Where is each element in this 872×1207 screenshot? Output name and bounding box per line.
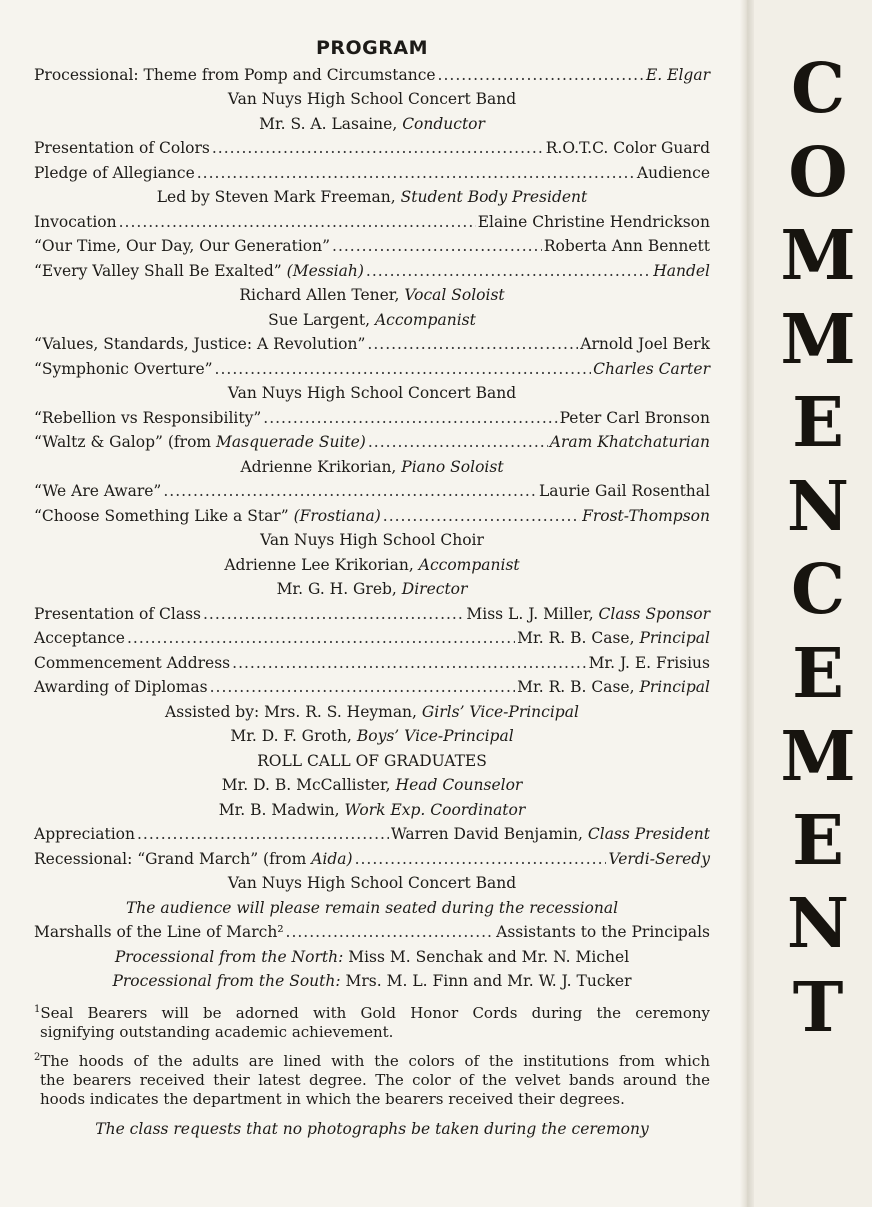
program-item [34,920,710,945]
program-title: PROGRAM [315,37,429,59]
credit-role: Director [401,580,468,598]
credit-role: The audience will please remain seated during the recessional [125,898,619,917]
credit-name: Van Nuys High School Concert Band [227,90,517,108]
program-item [34,602,710,627]
commencement-vertical-title [770,48,866,1050]
title-letter: M [780,717,856,797]
item-label-italic: (Messiah) [286,261,364,280]
program-credit [34,871,710,896]
item-label: “Every Valley Shall Be Exalted” [34,261,287,280]
program-credit [34,945,710,970]
credit-role: Piano Soloist [401,457,504,476]
item-performer [517,675,710,700]
item-performer [589,651,710,676]
footnote-text [34,1052,710,1109]
performer-name: Verdi-Seredy [608,849,710,868]
item-label: Pledge of Allegiance [34,163,195,182]
performer-name: Frost-Thompson [582,506,710,525]
closing-note: The class requests that no photographs be taken during the ceremony [95,1119,649,1138]
item-performer [582,504,710,529]
credit-name: Van Nuys High School Choir [260,531,484,549]
title-letter: E [792,383,844,463]
item-label: Commencement Address [34,653,231,672]
performer-role: Class President [587,825,710,843]
credit-name: Mr. G. H. Greb, [276,580,402,598]
credit-name: Van Nuys High School Concert Band [227,874,517,892]
item-performer [546,136,710,161]
page-fold [740,0,754,1207]
item-label: Marshalls of the Line of March² [34,923,284,941]
program-credit [34,528,710,553]
credit-name: Mr. D. B. McCallister, [221,776,396,794]
program-credit [34,798,710,823]
credit-name: Adrienne Lee Krikorian, [224,555,419,574]
dot-leader [438,63,644,88]
performer-name: Mr. J. E. Frisius [588,653,710,672]
dot-leader [203,602,464,627]
program-item [34,357,710,382]
credit-name: ROLL CALL OF GRADUATES [257,751,487,770]
credit-role: Head Counselor [395,776,523,794]
item-title [34,234,330,259]
title-letter: T [792,967,844,1048]
footnote-first-line [34,1004,710,1023]
item-label: Awarding of Diplomas [34,678,208,696]
program-item [34,479,710,504]
item-title [34,357,213,382]
program-item [34,504,710,529]
program-item [34,822,710,847]
title-letter: M [780,299,856,380]
credit-name: Mr. S. A. Lasaine, [259,114,403,133]
footnote-mark: 1 [34,1003,41,1015]
item-label: “Our Time, Our Day, Our Generation” [34,237,331,255]
performer-name: Peter Carl Bronson [559,408,710,427]
item-title [34,920,284,945]
dot-leader [215,357,592,382]
program-item [34,675,710,700]
item-label: Presentation of Class [34,604,201,623]
program-item [34,210,710,235]
program-item [34,406,710,431]
credit-role: Processional from the South: [112,972,341,990]
dot-leader [286,920,495,945]
item-title [34,602,201,627]
item-performer [466,602,710,627]
program-content [34,36,710,1141]
item-label: Appreciation [34,825,135,843]
program-credit [34,896,710,921]
footnote-continuation: the bearers received their latest degree. The color of the velvet bands around the hoods indicates the department in which the bearers received their degrees. [40,1070,710,1108]
program-item [34,63,710,88]
title-letter: C [790,550,846,630]
item-title [34,161,195,186]
item-label: Processional: Theme from Pomp and Circumstance [34,65,436,84]
credit-detail: Miss M. Senchak and Mr. N. Michel [343,947,630,966]
credit-name: Mr. B. Madwin, [218,800,345,819]
item-title [34,63,436,88]
item-title [34,504,381,529]
item-performer [517,626,710,651]
dot-leader [127,626,515,651]
title-letter: N [786,884,850,964]
credit-name: Mr. D. F. Groth, [230,727,357,745]
program-item [34,430,710,455]
title-letter: E [792,633,844,714]
footnote-continuation: signifying outstanding academic achievement. [40,1022,394,1041]
item-label-italic: Masquerade Suite) [216,433,366,451]
item-label: Presentation of Colors [34,139,210,157]
footnotes [34,1004,710,1109]
credit-name: Assisted by: Mrs. R. S. Heyman, [165,702,422,721]
dot-leader [197,161,635,186]
item-title [34,479,161,504]
performer-name: Charles Carter [593,359,710,378]
footnote-line: The hoods of the adults are lined with the colors of the institutions from which [40,1051,710,1070]
program-item [34,161,710,186]
dot-leader [383,504,580,529]
item-performer [550,430,710,455]
performer-name: Arnold Joel Berk [580,335,710,353]
program-item [34,234,710,259]
item-performer [544,234,710,259]
item-label: “Symphonic Overture” [34,359,213,378]
title-letter: M [780,216,856,296]
program-credit [34,553,710,578]
performer-role: Principal [639,629,710,647]
item-performer [539,479,710,504]
title-letter: C [790,49,846,129]
item-title [34,651,230,676]
item-title [34,822,135,847]
item-performer [593,357,710,382]
program-credit [34,969,710,994]
title-letter: E [792,800,844,881]
program-item [34,651,710,676]
item-performer [653,259,710,284]
item-performer [478,210,710,235]
credit-role: Girls’ Vice-Principal [421,702,579,721]
program-credit [34,724,710,749]
item-label: Recessional: “Grand March” (from [34,849,312,868]
credit-role: Accompanist [374,310,476,329]
credit-name: Van Nuys High School Concert Band [227,384,517,402]
dot-leader [263,406,557,431]
credit-role: Work Exp. Coordinator [344,800,526,819]
item-title [34,136,210,161]
performer-name: Handel [653,261,710,280]
item-label: “Waltz & Galop” (from [34,433,217,451]
dot-leader [212,136,544,161]
performer-name: Mr. R. B. Case, [517,678,640,696]
program-item [34,136,710,161]
dot-leader [368,430,548,455]
item-title [34,847,353,872]
title-letter: O [788,132,848,213]
program-rows [34,63,710,994]
performer-name: Mr. R. B. Case, [517,629,640,647]
item-title [34,210,117,235]
performer-name: E. Elgar [645,65,710,84]
performer-name: Miss L. J. Miller, [466,604,599,623]
item-performer [580,332,710,357]
program-credit [34,577,710,602]
credit-detail: Mrs. M. L. Finn and Mr. W. J. Tucker [340,972,632,990]
item-label: “Rebellion vs Responsibility” [34,408,262,427]
program-credit [34,283,710,308]
program-credit [34,112,710,137]
item-performer [496,920,710,945]
performer-role: Principal [639,678,710,696]
footnote-text [34,1004,710,1042]
performer-name: Audience [636,163,710,182]
item-performer [560,406,710,431]
dot-leader [355,847,607,872]
program-credit [34,700,710,725]
program-credit [34,308,710,333]
dot-leader [210,675,516,700]
footnote-line: Seal Bearers will be adorned with Gold Honor Cords during the ceremony [40,1003,710,1022]
item-title [34,332,365,357]
item-performer [608,847,710,872]
dot-leader [137,822,389,847]
item-performer [391,822,710,847]
footnote [34,1052,710,1109]
performer-name: Aram Khatchaturian [549,433,710,451]
program-item [34,626,710,651]
item-performer [637,161,710,186]
item-label: “We Are Aware” [34,482,162,500]
dot-leader [366,259,651,284]
program-credit [34,773,710,798]
credit-role: Student Body President [400,188,588,206]
program-item [34,259,710,284]
performer-name: Assistants to the Principals [496,923,710,941]
footnote-first-line [34,1052,710,1071]
performer-name: Warren David Benjamin, [390,825,588,843]
item-title [34,430,366,455]
program-credit [34,381,710,406]
item-title [34,259,364,284]
dot-leader [232,651,586,676]
program-credit [34,749,710,774]
item-label-italic: (Frostiana) [293,506,381,525]
dot-leader [163,479,537,504]
item-label: “Choose Something Like a Star” [34,506,294,525]
credit-name: Richard Allen Tener, [239,286,405,304]
credit-role: Accompanist [418,555,520,574]
credit-role: Processional from the North: [114,947,344,966]
title-letter: N [786,466,850,547]
program-credit [34,87,710,112]
footnote-mark: 2 [34,1051,41,1063]
item-label: Acceptance [34,629,125,647]
program-credit [34,185,710,210]
performer-name: Roberta Ann Bennett [543,237,710,255]
program-item [34,332,710,357]
performer-role: Class Sponsor [598,604,710,623]
dot-leader [332,234,542,259]
footnote [34,1004,710,1042]
item-performer [646,63,710,88]
performer-name: Elaine Christine Hendrickson [477,212,710,231]
credit-name: Adrienne Krikorian, [240,457,402,476]
program-item [34,847,710,872]
dot-leader [119,210,476,235]
item-label: Invocation [34,212,117,231]
credit-role: Conductor [402,114,485,133]
item-title [34,406,261,431]
item-title [34,675,208,700]
credit-role: Vocal Soloist [404,286,505,304]
performer-name: R.O.T.C. Color Guard [545,139,710,157]
credit-role: Boys’ Vice-Principal [356,727,514,745]
credit-name: Led by Steven Mark Freeman, [156,188,401,206]
item-label: “Values, Standards, Justice: A Revolution” [34,335,366,353]
credit-name: Sue Largent, [268,310,375,329]
program-credit [34,455,710,480]
performer-name: Laurie Gail Rosenthal [539,482,710,500]
item-title [34,626,125,651]
item-label-italic: Aida) [311,849,353,868]
dot-leader [367,332,578,357]
